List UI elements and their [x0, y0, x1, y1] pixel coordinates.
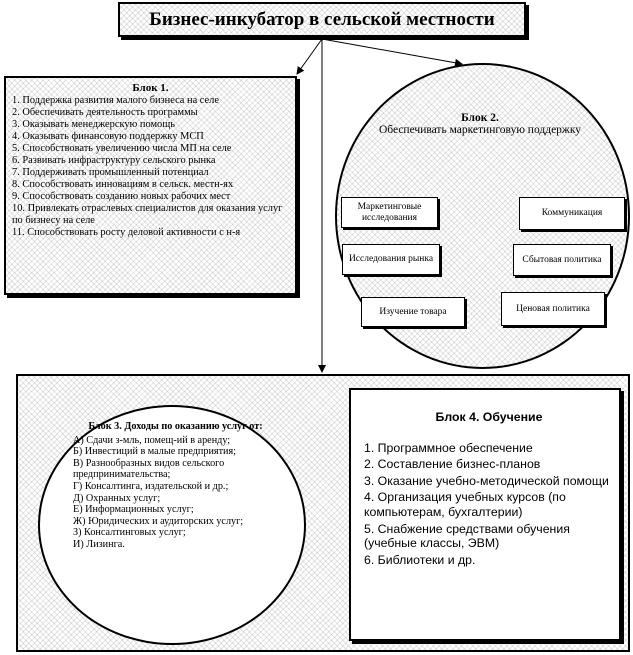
diagram-title: Бизнес-инкубатор в сельской местности — [118, 2, 526, 37]
list-item: 5. Снабжение средствами обучения (учебные классы, ЭВМ) — [364, 521, 570, 551]
list-item: Г) Консалтинга, издательской и др.; — [73, 480, 229, 492]
block-4 — [349, 388, 621, 641]
block-3-list — [73, 435, 278, 551]
list-item: 2. Составление бизнес-планов — [364, 457, 541, 472]
block-3 — [73, 421, 278, 551]
block-1 — [4, 76, 297, 295]
box-sales-policy: Сбытовая политика — [513, 244, 611, 276]
block-2-heading-group — [375, 112, 585, 136]
box-market-research: Исследования рынка — [342, 244, 440, 275]
block-3-heading: Блок 3. Доходы по оказанию услуг от: — [88, 421, 263, 432]
list-item: 4. Организация учебных курсов (по компьютерам, бухгалтерии) — [364, 490, 566, 519]
list-item: 7. Поддерживать промышленный потенциал — [12, 167, 209, 178]
list-item: 3. Оказание учебно-методической помощи — [364, 473, 609, 488]
list-item: 1. Программное обеспечение — [364, 440, 533, 455]
box-product-study: Изучение товара — [361, 297, 465, 327]
list-item: В) Разнообразных видов сельского предпринимательства; — [73, 457, 225, 481]
list-item: З) Консалтинговых услуг; — [73, 527, 186, 539]
block-4-list — [364, 441, 614, 568]
list-item: 4. Оказывать финансовую поддержку МСП — [12, 131, 204, 142]
list-item: 1. Поддержка развития малого бизнеса на селе — [12, 95, 219, 106]
list-item: 3. Оказывать менеджерскую помощь — [12, 119, 175, 130]
box-marketing-research: Маркетинговые исследования — [341, 197, 438, 228]
list-item: 9. Способствовать созданию новых рабочих мест — [12, 191, 231, 202]
list-item: 11. Способствовать росту деловой активности с н-я — [12, 227, 241, 238]
block-2-subheading: Обеспечивать маркетинговую поддержку — [378, 124, 582, 136]
block-4-heading: Блок 4. Обучение — [435, 410, 543, 424]
block-1-heading: Блок 1. — [132, 82, 169, 94]
list-item: 8. Способствовать инновациям в сельск. местн-ях — [12, 179, 234, 190]
arrow-to-block2 — [322, 39, 462, 64]
list-item: Е) Информационных услуг; — [73, 504, 194, 516]
block-2-heading: Блок 2. — [461, 112, 499, 124]
box-communication: Коммуникация — [519, 197, 625, 230]
list-item: Б) Инвестиций в малые предприятия; — [73, 446, 237, 458]
arrow-to-block1 — [297, 39, 322, 74]
list-item: 6. Библиотеки и др. — [364, 552, 476, 567]
list-item: А) Сдачи з-мль, помещ-ий в аренду; — [73, 434, 231, 446]
list-item: 5. Способствовать увеличению числа МП на селе — [12, 143, 232, 154]
list-item: Ж) Юридических и аудиторских услуг; — [73, 515, 244, 527]
block-1-list — [12, 95, 289, 239]
list-item: 10. Привлекать отраслевых специалистов для оказания услуг по бизнесу на селе — [12, 203, 283, 226]
list-item: 2. Обеспечивать деятельность программы — [12, 107, 198, 118]
block-4-content — [364, 410, 614, 569]
list-item: 6. Развивать инфраструктуру сельского рынка — [12, 155, 216, 166]
box-pricing-policy: Ценовая политика — [501, 292, 605, 326]
list-item: И) Лизинга. — [73, 538, 125, 550]
list-item: Д) Охранных услуг; — [73, 492, 161, 504]
